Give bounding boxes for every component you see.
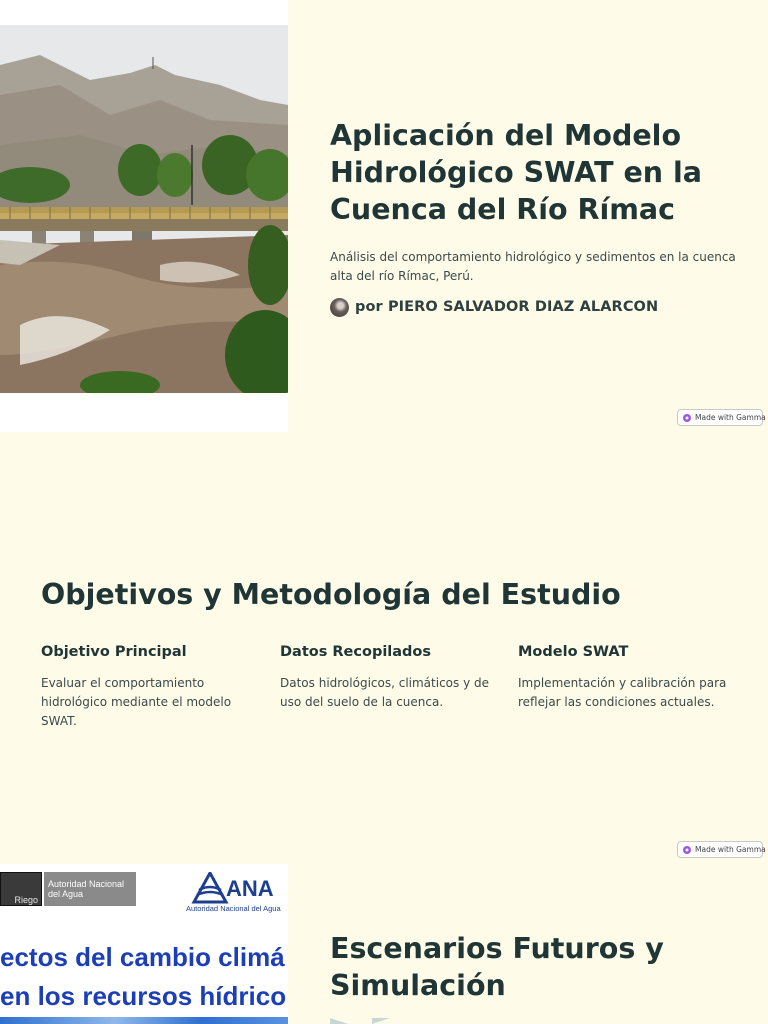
author-avatar [330, 298, 349, 317]
gamma-badge-label: Made with Gamma [695, 413, 766, 422]
partial-chevron-icon [330, 1018, 390, 1024]
gamma-badge-label: Made with Gamma [695, 845, 766, 854]
slide-objectives [0, 432, 768, 864]
river-bridge-illustration [0, 25, 288, 393]
slide-scenarios [0, 864, 768, 1024]
cover-headline-line1: ectos del cambio climá [0, 942, 285, 972]
column-heading: Objetivo Principal [41, 644, 187, 660]
ana-logo [186, 870, 288, 914]
section-title: Escenarios Futuros y Simulación [330, 932, 664, 1002]
column-text: Datos hidrológicos, climáticos y de uso del suelo de la cuenca. [280, 676, 489, 709]
section-title: Objetivos y Metodología del Estudio [41, 578, 621, 611]
ministry-logo-box: Riego [0, 872, 42, 906]
column-heading: Datos Recopilados [280, 644, 432, 660]
author-byline [330, 296, 658, 318]
gamma-logo-icon [683, 414, 691, 422]
author-name: por PIERO SALVADOR DIAZ ALARCON [355, 299, 659, 315]
data-column [280, 642, 490, 712]
ana-cover-image [0, 864, 288, 1024]
made-with-gamma-button[interactable] [677, 841, 766, 858]
column-text: Implementación y calibración para reflejar las condiciones actuales. [518, 676, 727, 709]
ana-logo-subtitle: Autoridad Nacional del Agua [186, 904, 281, 913]
column-text: Evaluar el comportamiento hidrológico mediante el modelo SWAT. [41, 676, 232, 728]
slide-title [0, 0, 768, 432]
model-column [518, 642, 728, 712]
cover-sky-strip [0, 1017, 288, 1024]
ana-logo-word: ANA [226, 876, 274, 901]
ana-gray-label: Autoridad Nacional del Agua [44, 872, 136, 906]
slide-image-frame [0, 0, 288, 432]
river-bridge-photo [0, 25, 288, 393]
objective-column [41, 642, 251, 731]
column-heading: Modelo SWAT [518, 644, 629, 660]
cover-headline-line2: en los recursos hídrico [0, 981, 287, 1011]
presentation-title: Aplicación del Modelo Hidrológico SWAT en la Cuenca del Río Rímac [330, 119, 703, 226]
gamma-logo-icon [683, 846, 691, 854]
presentation-subtitle: Análisis del comportamiento hidrológico y sedimentos en la cuenca alta del río Rímac, Perú. [330, 250, 736, 283]
ana-wave-icon [190, 872, 230, 904]
made-with-gamma-button[interactable] [677, 409, 766, 426]
